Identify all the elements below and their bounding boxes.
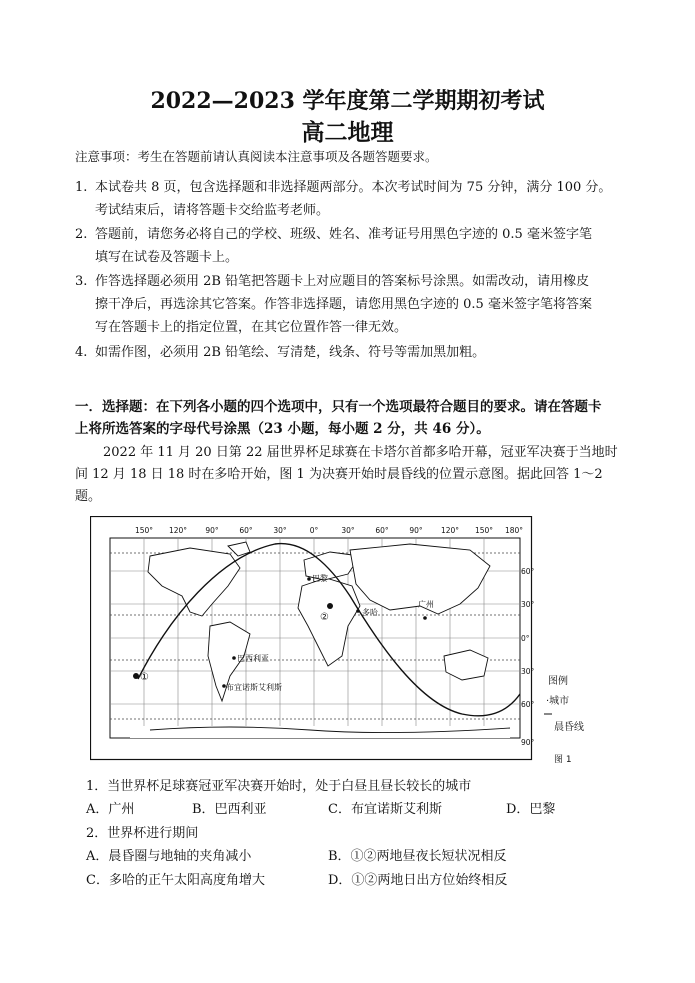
q1-option-d[interactable]: D．巴黎 [506,802,556,817]
question-2-stem: 2．世界杯进行期间 [86,826,199,841]
tick-top-6: 0° [309,526,319,535]
map-right-ticks [521,567,535,747]
guangzhou-dot [423,616,427,620]
legend-terminator: 晨昏线 [554,722,584,733]
exam-subject: 高二地理 [301,119,394,146]
notice-item-4: 4. 如需作图，必须用 2B 铅笔绘、写清楚，线条、符号等需加黑加粗。 [75,345,486,360]
tick-top-3: 90° [205,526,219,535]
q2-option-a[interactable]: A．晨昏圈与地轴的夹角减小 [86,849,252,864]
marker-one-dot [133,673,139,679]
question-2 [86,822,198,845]
q1-option-a[interactable]: A．广州 [86,802,135,817]
exam-title: 2022—2023 学年度第二学期期初考试 [150,88,545,114]
tick-top-2: 120° [168,526,188,535]
legend-title: 图例 [548,676,568,687]
tick-top-10: 120° [440,526,460,535]
figure-caption: 图 1 [554,755,572,765]
question-2-options [86,845,626,895]
tick-right-4: 30° [521,667,535,676]
city-paris: 巴黎 [312,574,328,583]
question-1 [86,775,471,798]
legend-city: ·城市 [546,696,570,707]
paris-dot [307,577,311,581]
notice-item-2: 2. 答题前，请您务必将自己的学校、班级、姓名、准考证号用黑色字迹的 0.5 毫米签字笔 填写在试卷及答题卡上。 [75,227,592,265]
passage: 2022 年 11 月 20 日第 22 届世界杯足球赛在卡塔尔首都多哈开幕，冠亚军决赛于当地时 间 12 月 18 日 18 时在多哈开始，图 1 为决赛开始时晨昏线的位置示意图。据此回答 1～2 题。 [75,445,618,504]
map-legend [544,674,584,765]
map-top-ticks [135,526,523,535]
tick-right-2: 30° [521,600,535,609]
terminator-map [90,516,590,766]
q1-option-c[interactable]: C．布宜诺斯艾利斯 [328,802,442,817]
tick-right-1: 60° [521,567,535,576]
tick-right-3: 0° [521,634,530,643]
question-1-stem: 1．当世界杯足球赛冠亚军决赛开始时，处于白昼且昼长较长的城市 [86,779,472,794]
tick-top-11: 150° [474,526,494,535]
marker-one: ① [140,672,149,683]
tick-right-5: 60° [521,700,535,709]
city-brasilia: 巴西利亚 [237,654,269,663]
q2-option-d[interactable]: D．①②两地日出方位始终相反 [328,873,508,888]
notice-label: 注意事项：考生在答题前请认真阅读本注意事项及各题答题要求。 [75,149,438,164]
tick-top-5: 30° [273,526,287,535]
section-heading: 一．选择题：在下列各小题的四个选项中，只有一个选项最符合题目的要求。请在答题卡 上将所选答案的字母代号涂黑（23 小题，每小题 2 分，共 46 分）。 [75,399,602,437]
tick-top-7: 30° [341,526,355,535]
marker-two-dot [327,603,333,609]
city-buenos-aires: 布宜诺斯艾利斯 [226,683,282,692]
tick-right-6: 90° [521,738,535,747]
notice-item-3: 3. 作答选择题必须用 2B 铅笔把答题卡上对应题目的答案标号涂黑。如需改动，请用橡皮 擦干净后，再选涂其它答案。作答非选择题，请您用黑色字迹的 0.5 毫米签字笔将答案 写在答题卡上的指定位置，在其它位置作答一律无效。 [75,274,592,335]
brasilia-dot [232,656,236,660]
tick-top-8: 60° [375,526,389,535]
tick-top-9: 90° [409,526,423,535]
q2-option-b[interactable]: B．①②两地昼夜长短状况相反 [328,849,507,864]
q2-option-c[interactable]: C．多哈的正午太阳高度角增大 [86,873,265,888]
marker-two: ② [320,612,329,623]
notice-item-1: 1. 本试卷共 8 页，包含选择题和非选择题两部分。本次考试时间为 75 分钟，满分 100 分。 考试结束后，请将答题卡交给监考老师。 [75,180,612,218]
q1-option-b[interactable]: B．巴西利亚 [192,802,267,817]
tick-top-12: 180° [504,526,524,535]
city-doha: 多哈 [362,608,378,617]
doha-dot [356,609,360,613]
tick-top-4: 60° [239,526,253,535]
tick-top-1: 150° [134,526,154,535]
city-guangzhou: 广州 [418,600,434,609]
